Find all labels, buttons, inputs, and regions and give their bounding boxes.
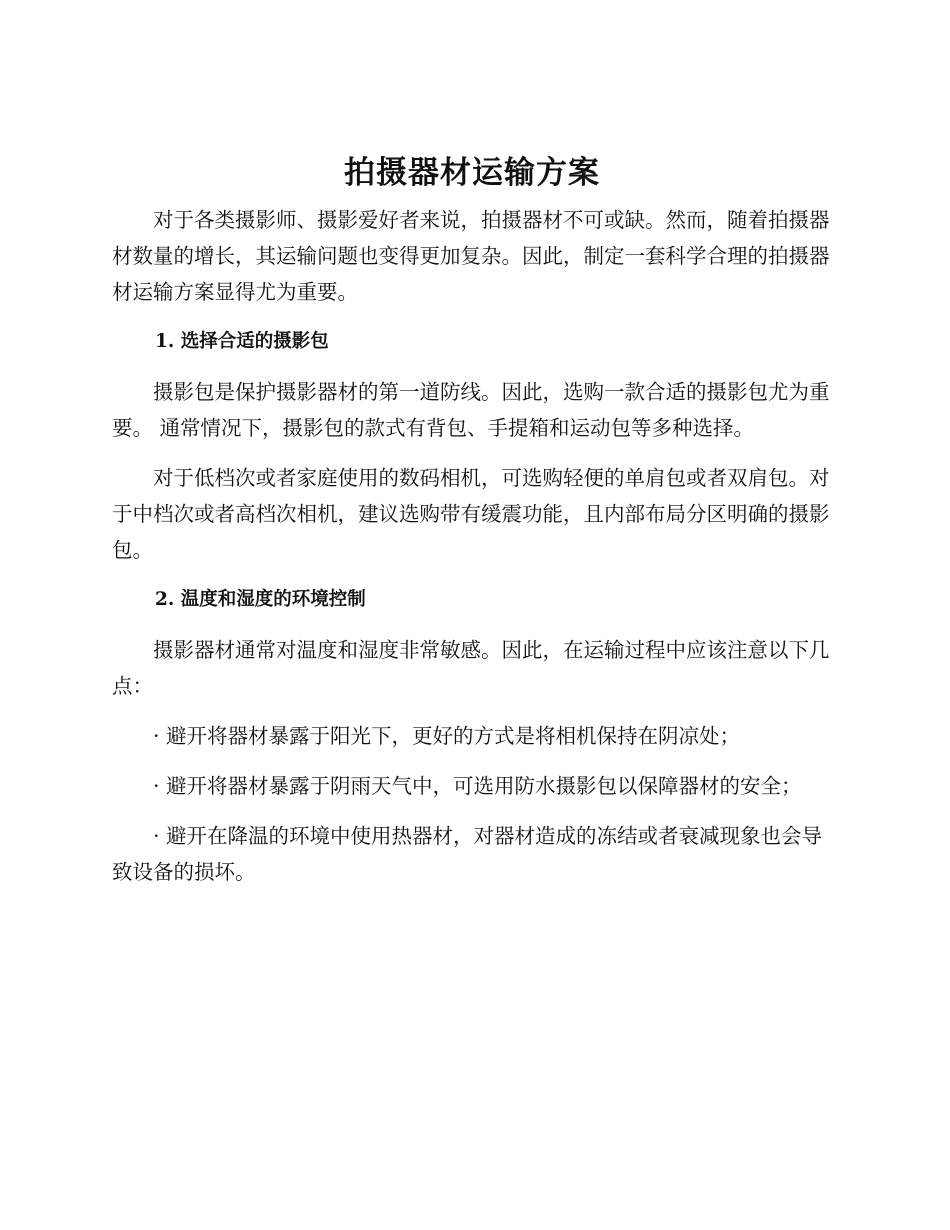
document-title: 拍摄器材运输方案 [344,155,600,191]
section-2-heading: 2. 温度和湿度的环境控制 [155,589,366,610]
section-1-heading: 1. 选择合适的摄影包 [155,331,329,352]
section-1-paragraph-1: 摄影包是保护摄影器材的第一道防线。因此，选购一款合适的摄影包尤为重要。 通常情况下，摄影包的款式有背包、手提箱和运动包等多种选择。 [112,380,830,440]
bullet-item-2: · 避开将器材暴露于阴雨天气中，可选用防水摄影包以保障器材的安全； [153,774,802,798]
section-1-paragraph-2: 对于低档次或者家庭使用的数码相机，可选购轻便的单肩包或者双肩包。对于中档次或者高档次相机，建议选购带有缓震功能，且内部布局分区明确的摄影包。 [112,466,830,562]
bullet-item-3: · 避开在降温的环境中使用热器材，对器材造成的冻结或者衰减现象也会导致设备的损坏。 [112,824,823,884]
document-body [112,150,832,890]
intro-paragraph: 对于各类摄影师、摄影爱好者来说，拍摄器材不可或缺。然而，随着拍摄器材数量的增长，其运输问题也变得更加复杂。因此，制定一套科学合理的拍摄器材运输方案显得尤为重要。 [112,208,830,304]
bullet-item-1: · 避开将器材暴露于阳光下，更好的方式是将相机保持在阴凉处； [153,724,741,748]
section-2-paragraph-1: 摄影器材通常对温度和湿度非常敏感。因此，在运输过程中应该注意以下几点： [112,638,830,698]
